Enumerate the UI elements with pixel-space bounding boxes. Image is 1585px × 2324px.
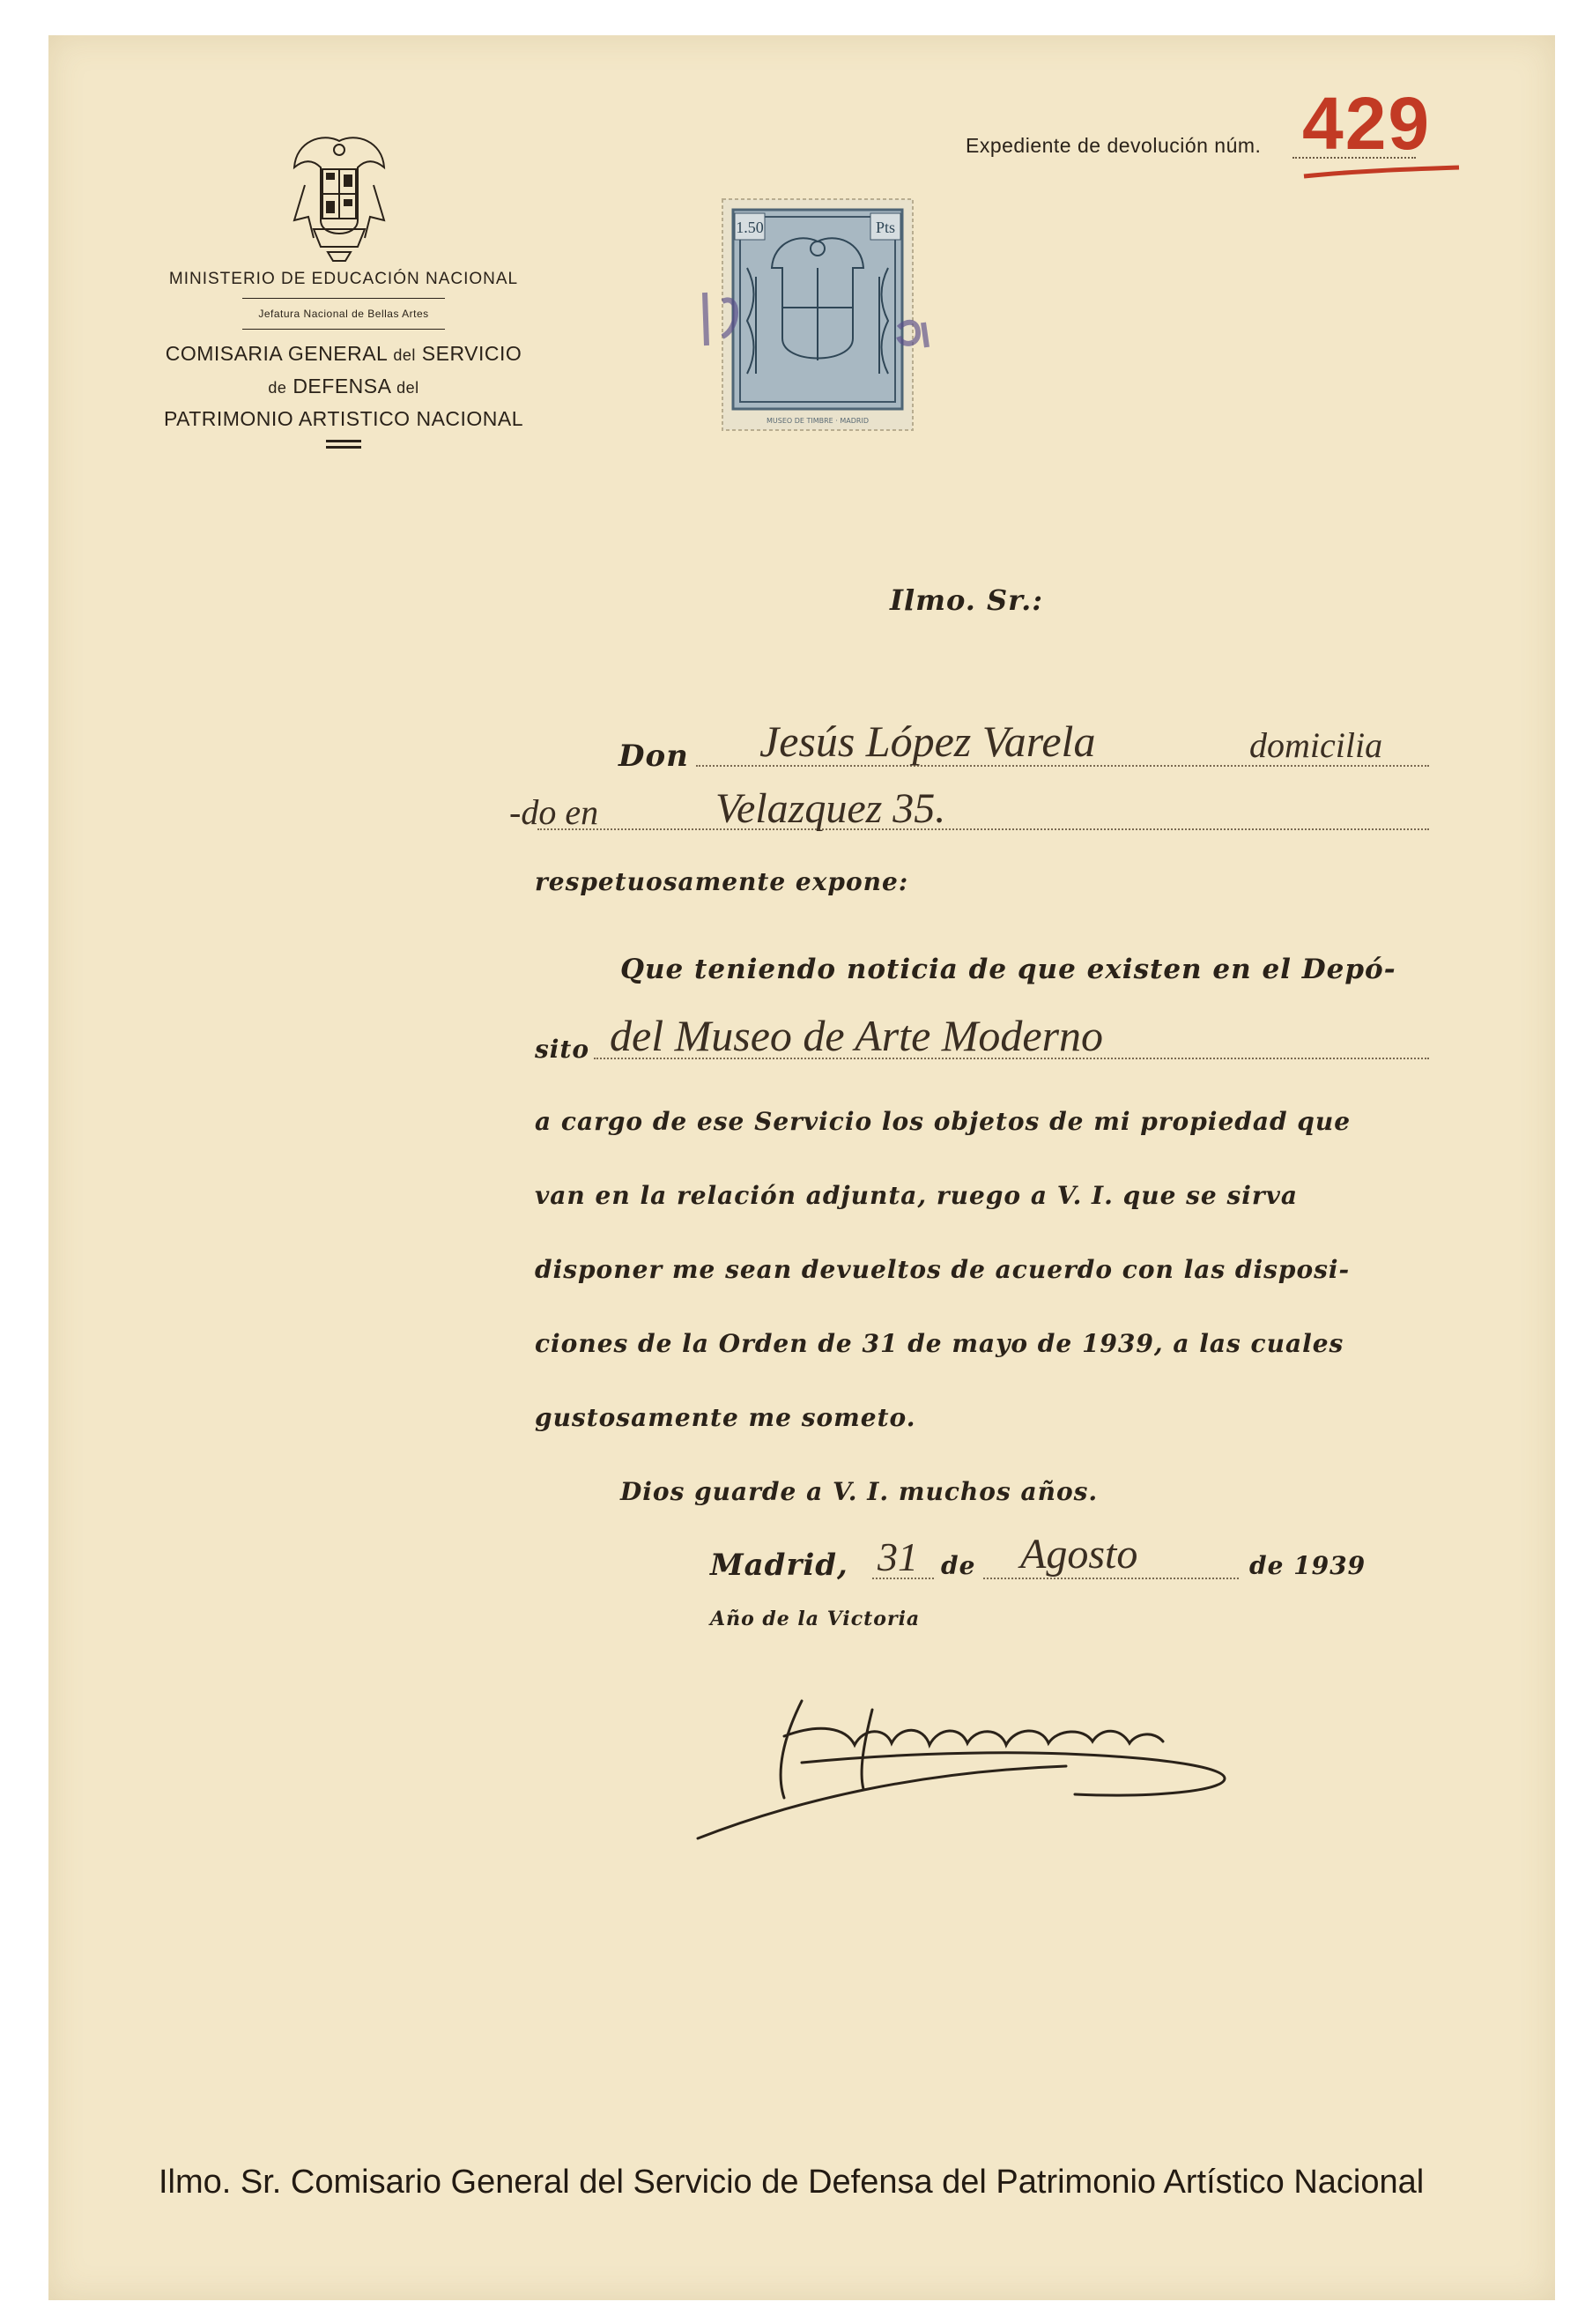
comisaria-text: DEFENSA: [293, 375, 391, 397]
sito-label: sito: [535, 1035, 590, 1064]
ano-victoria: Año de la Victoria: [710, 1607, 921, 1630]
letterhead: [150, 270, 537, 452]
que-line: Que teniendo noticia de que existen en el Depó-: [620, 954, 1396, 985]
comisaria-text: SERVICIO: [421, 342, 522, 365]
handwritten-month: Agosto: [1020, 1531, 1138, 1578]
comisaria-line-2: [150, 371, 537, 404]
handwritten-day: 31: [878, 1534, 918, 1579]
paragraph-line: ciones de la Orden de 31 de mayo de 1939, a las cuales: [535, 1329, 1344, 1358]
year-label: de 1939: [1249, 1551, 1367, 1580]
divider: [242, 329, 445, 330]
handwritten-address: Velazquez 35.: [715, 785, 946, 832]
cancellation-mark: [687, 275, 943, 372]
ministry-name: MINISTERIO DE EDUCACIÓN NACIONAL: [168, 270, 519, 288]
double-rule: [326, 440, 361, 449]
jefatura-name: Jefatura Nacional de Bellas Artes: [258, 308, 429, 320]
paragraph-line: a cargo de ese Servicio los objetos de mi propiedad que: [535, 1107, 1352, 1136]
don-label: Don: [618, 739, 689, 774]
addressee-footer: Ilmo. Sr. Comisario General del Servicio de Defensa del Patrimonio Artístico Nacional: [159, 2164, 1425, 2201]
comisaria-line-3: PATRIMONIO ARTISTICO NACIONAL: [163, 407, 524, 430]
madrid-label: Madrid,: [710, 1548, 848, 1583]
red-underline: [1302, 157, 1461, 192]
comisaria-text: del: [393, 346, 416, 364]
de-label: de: [941, 1551, 976, 1580]
comisaria-text: de: [268, 379, 287, 397]
comisaria-line-1: [150, 338, 537, 371]
handwritten-domicile-cont: -do en: [509, 792, 599, 832]
dotted-line: [537, 828, 1429, 830]
signature: [696, 1674, 1242, 1851]
paragraph-line: disponer me sean devueltos de acuerdo con las disposi-: [535, 1255, 1351, 1284]
paragraph-line: gustosamente me someto.: [535, 1403, 916, 1432]
expediente-label: Expediente de devolución núm.: [966, 134, 1262, 157]
salutation: Ilmo. Sr.:: [890, 583, 1044, 617]
divider: [242, 298, 445, 299]
handwritten-deposit: del Museo de Arte Moderno: [610, 1011, 1104, 1060]
stamp-unit: Pts: [875, 219, 896, 236]
paragraph-line: van en la relación adjunta, ruego a V. I. que se sirva: [535, 1181, 1299, 1210]
expediente-number: 429: [1302, 82, 1432, 165]
stamp-caption: MUSEO DE TIMBRE · MADRID: [767, 417, 869, 425]
stamp-value: 1.50: [736, 219, 764, 236]
handwritten-name: Jesús López Varela: [759, 717, 1096, 766]
comisaria-text: COMISARIA GENERAL: [165, 342, 388, 365]
coat-of-arms-icon: [287, 132, 391, 263]
dios-guarde: Dios guarde a V. I. muchos años.: [620, 1477, 1099, 1506]
respetuosamente-text: respetuosamente expone:: [535, 867, 909, 896]
comisaria-text: del: [396, 379, 419, 397]
handwritten-domicile: domicilia: [1249, 725, 1383, 765]
